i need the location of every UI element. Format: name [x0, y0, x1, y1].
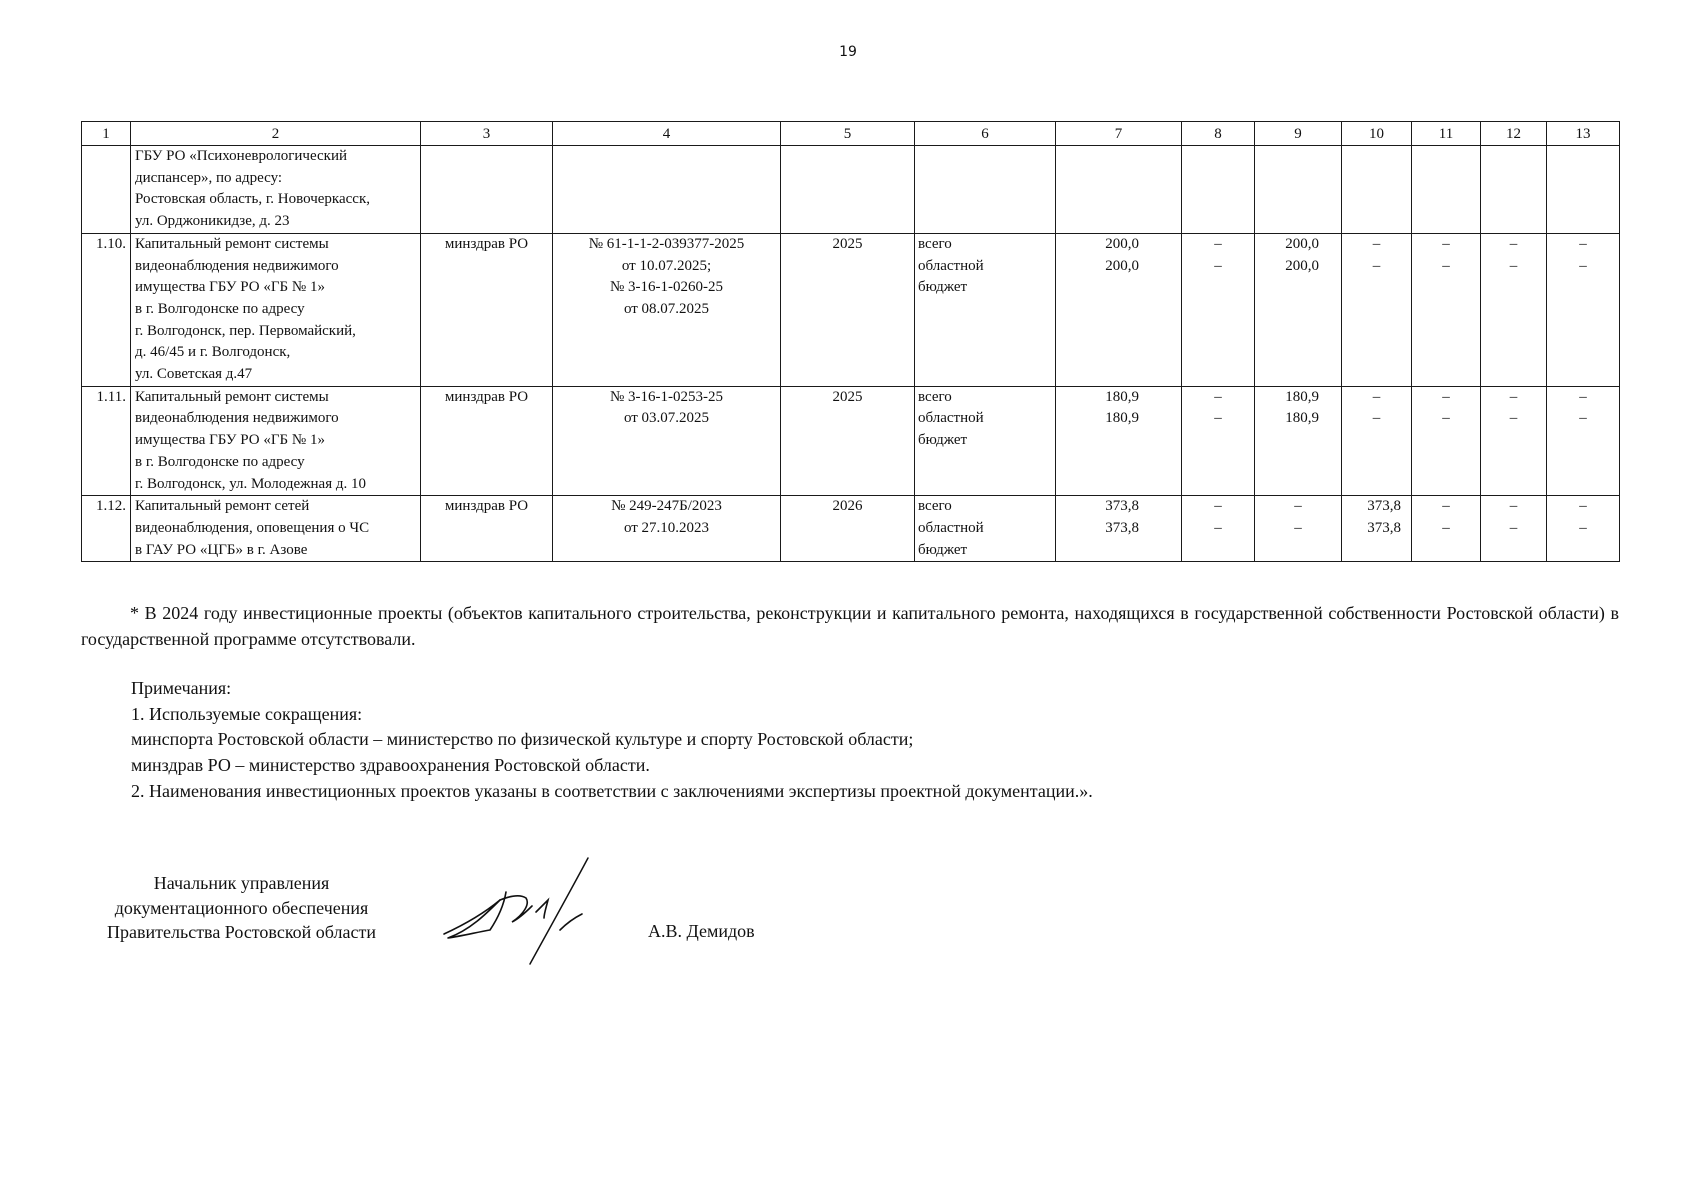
year-cell: 2025 — [781, 386, 915, 496]
executor-cell: минздрав РО — [421, 496, 553, 562]
value-cell — [1182, 386, 1255, 496]
column-header: 10 — [1342, 122, 1412, 146]
project-name-cell — [131, 233, 421, 386]
source-cell — [915, 233, 1056, 386]
document-cell — [553, 146, 781, 234]
value-regional: – — [1509, 257, 1518, 274]
value-total: – — [1214, 235, 1222, 252]
project-name-line: г. Волгодонск, ул. Молодежная д. 10 — [135, 475, 366, 492]
value-cell — [1547, 233, 1620, 386]
source-line: всего — [918, 388, 952, 405]
source-line: областной — [918, 410, 984, 427]
project-name-line: диспансер», по адресу: — [135, 169, 283, 186]
value-cell — [1182, 496, 1255, 562]
project-name-line: г. Волгодонск, пер. Первомайский, — [135, 322, 356, 339]
project-name-line: Капитальный ремонт системы — [135, 235, 329, 252]
notes-title: Примечания: — [131, 678, 232, 698]
executor-cell: минздрав РО — [421, 233, 553, 386]
column-header: 2 — [131, 122, 421, 146]
value-cell — [1342, 386, 1412, 496]
value-cell — [1182, 233, 1255, 386]
year-cell — [781, 146, 915, 234]
value-total: – — [1442, 235, 1450, 252]
footnote: * В 2024 году инвестиционные проекты (объектов капитального строительства, реконструкции и капитального ремонта, находящихся в государственной собственности Ростовской области) в государственной программе отсутствовали. — [81, 603, 1619, 649]
table-row — [82, 496, 1620, 562]
project-name-line: в ГАУ РО «ЦГБ» в г. Азове — [135, 541, 308, 558]
value-regional: – — [1214, 257, 1222, 274]
column-header: 12 — [1481, 122, 1547, 146]
value-cell — [1481, 146, 1547, 234]
signatory-name: А.В. Демидов — [648, 921, 755, 941]
source-cell — [915, 386, 1056, 496]
value-cell — [1412, 146, 1481, 234]
source-line: бюджет — [918, 432, 968, 449]
project-name-line: видеонаблюдения недвижимого — [135, 410, 339, 427]
value-total: 180,9 — [1285, 388, 1319, 405]
column-header: 8 — [1182, 122, 1255, 146]
value-regional: 373,8 — [1367, 519, 1401, 536]
value-cell — [1481, 386, 1547, 496]
table-row — [82, 233, 1620, 386]
project-name-line: Капитальный ремонт сетей — [135, 498, 310, 515]
note-line: 1. Используемые сокращения: — [131, 703, 363, 724]
year-cell: 2026 — [781, 496, 915, 562]
value-cell — [1481, 496, 1547, 562]
value-regional: – — [1214, 519, 1222, 536]
source-line: всего — [918, 235, 952, 252]
source-line: всего — [918, 498, 952, 515]
value-total: – — [1509, 498, 1518, 515]
project-name-line: имущества ГБУ РО «ГБ № 1» — [135, 432, 325, 449]
value-total: – — [1579, 235, 1587, 252]
value-regional: – — [1442, 519, 1450, 536]
column-header: 11 — [1412, 122, 1481, 146]
value-cell — [1342, 496, 1412, 562]
value-regional: – — [1294, 519, 1302, 536]
project-name-line: в г. Волгодонске по адресу — [135, 300, 305, 317]
value-total: – — [1442, 498, 1450, 515]
value-total: – — [1294, 498, 1302, 515]
value-regional: 180,9 — [1285, 410, 1319, 427]
source-line: бюджет — [918, 541, 968, 558]
value-total: – — [1579, 388, 1587, 405]
column-header: 13 — [1547, 122, 1620, 146]
document-line: от 03.07.2025 — [623, 410, 710, 427]
value-cell — [1056, 146, 1182, 234]
note-line: минздрав РО – министерство здравоохранения Ростовской области. — [131, 755, 650, 776]
project-name-cell — [131, 496, 421, 562]
signatory-title-line: Правительства Ростовской области — [107, 922, 376, 942]
signatory-title-line: документационного обеспечения — [114, 897, 369, 918]
value-cell — [1056, 386, 1182, 496]
column-header: 5 — [781, 122, 915, 146]
value-cell — [1412, 233, 1481, 386]
source-line: областной — [918, 519, 984, 536]
row-number-cell — [82, 146, 131, 234]
value-regional: – — [1509, 519, 1518, 536]
value-total: – — [1372, 235, 1381, 252]
value-total: – — [1509, 388, 1518, 405]
signatory-title — [80, 871, 403, 945]
value-total: – — [1509, 235, 1518, 252]
project-name-line: Ростовская область, г. Новочеркасск, — [135, 191, 370, 208]
note-line: минспорта Ростовской области – министерство по физической культуре и спорту Ростовской области; — [131, 729, 914, 750]
value-total: 373,8 — [1367, 498, 1401, 515]
project-name-line: в г. Волгодонске по адресу — [135, 453, 305, 470]
value-cell — [1412, 496, 1481, 562]
value-cell — [1255, 496, 1342, 562]
value-cell — [1547, 146, 1620, 234]
column-header: 7 — [1056, 122, 1182, 146]
notes-block — [131, 676, 1093, 805]
project-name-line: Капитальный ремонт системы — [135, 388, 329, 405]
year-cell: 2025 — [781, 233, 915, 386]
document-cell — [553, 233, 781, 386]
value-regional: – — [1442, 410, 1450, 427]
value-regional: – — [1579, 519, 1587, 536]
document-line: № 3-16-1-0260-25 — [609, 279, 724, 296]
document-line: № 61-1-1-2-039377-2025 — [588, 235, 745, 252]
value-cell — [1056, 496, 1182, 562]
document-line: от 08.07.2025 — [623, 300, 710, 317]
value-cell — [1481, 233, 1547, 386]
value-total: 200,0 — [1105, 235, 1139, 252]
signatory-title-line: Начальник управления — [153, 873, 330, 893]
column-number-row — [82, 122, 1620, 146]
value-regional: 373,8 — [1105, 519, 1139, 536]
row-number-cell: 1.11. — [82, 386, 131, 496]
table-row-continuation — [82, 146, 1620, 234]
project-name-line: ул. Орджоникидзе, д. 23 — [135, 213, 290, 230]
document-line: от 10.07.2025; — [621, 257, 712, 274]
project-name-line: имущества ГБУ РО «ГБ № 1» — [135, 279, 325, 296]
value-total: 180,9 — [1105, 388, 1139, 405]
value-total: 200,0 — [1285, 235, 1319, 252]
value-total: – — [1372, 388, 1381, 405]
value-cell — [1255, 146, 1342, 234]
project-name-line: видеонаблюдения недвижимого — [135, 257, 339, 274]
project-name-line: ул. Советская д.47 — [135, 366, 253, 383]
value-regional: – — [1579, 410, 1587, 427]
value-cell — [1412, 386, 1481, 496]
executor-cell — [421, 146, 553, 234]
value-regional: – — [1372, 410, 1381, 427]
table-row — [82, 386, 1620, 496]
page-number: 19 — [839, 44, 857, 60]
source-cell — [915, 146, 1056, 234]
value-regional: – — [1214, 410, 1222, 427]
value-total: 373,8 — [1105, 498, 1139, 515]
value-cell — [1255, 233, 1342, 386]
investment-projects-table — [81, 121, 1620, 562]
value-regional: – — [1372, 257, 1381, 274]
column-header: 1 — [82, 122, 131, 146]
column-header: 4 — [553, 122, 781, 146]
value-cell — [1547, 496, 1620, 562]
source-line: областной — [918, 257, 984, 274]
column-header: 6 — [915, 122, 1056, 146]
handwritten-signature — [440, 852, 620, 967]
row-number-cell: 1.10. — [82, 233, 131, 386]
document-line: № 249-247Б/2023 — [611, 498, 722, 515]
value-regional: 200,0 — [1285, 257, 1319, 274]
value-cell — [1342, 146, 1412, 234]
project-name-line: ГБУ РО «Психоневрологический — [135, 148, 347, 164]
value-regional: 180,9 — [1105, 410, 1139, 427]
value-total: – — [1442, 388, 1450, 405]
value-cell — [1342, 233, 1412, 386]
project-name-line: видеонаблюдения, оповещения о ЧС — [135, 519, 370, 536]
column-header: 9 — [1255, 122, 1342, 146]
value-cell — [1056, 233, 1182, 386]
note-line: 2. Наименования инвестиционных проектов указаны в соответствии с заключениями экспертизы проектной документации.». — [131, 780, 1093, 801]
value-total: – — [1214, 388, 1222, 405]
document-line: № 3-16-1-0253-25 — [609, 388, 724, 405]
value-total: – — [1214, 498, 1222, 515]
value-cell — [1255, 386, 1342, 496]
document-cell — [553, 496, 781, 562]
source-cell — [915, 496, 1056, 562]
value-cell — [1182, 146, 1255, 234]
value-total: – — [1579, 498, 1587, 515]
value-cell — [1547, 386, 1620, 496]
executor-cell: минздрав РО — [421, 386, 553, 496]
column-header: 3 — [421, 122, 553, 146]
value-regional: 200,0 — [1105, 257, 1139, 274]
project-name-line: д. 46/45 и г. Волгодонск, — [135, 344, 291, 361]
project-name-cell — [131, 386, 421, 496]
source-line: бюджет — [918, 279, 968, 296]
document-line: от 27.10.2023 — [623, 519, 710, 536]
project-name-cell — [131, 146, 421, 234]
row-number-cell: 1.12. — [82, 496, 131, 562]
value-regional: – — [1442, 257, 1450, 274]
document-cell — [553, 386, 781, 496]
value-regional: – — [1509, 410, 1518, 427]
value-regional: – — [1579, 257, 1587, 274]
